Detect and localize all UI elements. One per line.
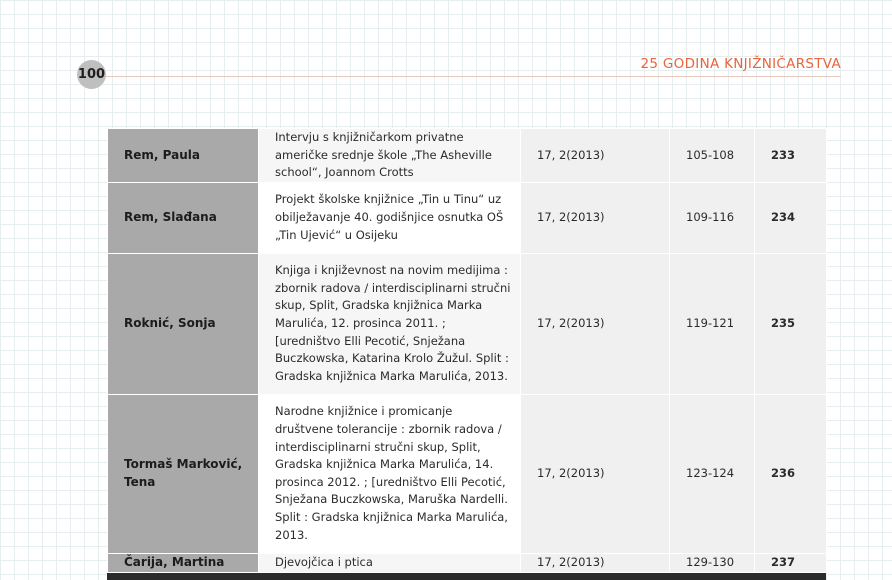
title-cell: Knjiga i književnost na novim medijima : zbornik radova / interdisciplinarni stručni skup, Split, Gradska knjižnica Marka Marulića, 12. prosinca 2011. ; [uredništvo Elli Pecotić, Snježana Buczkowska, Katarina Krolo Žužul. Split : Gradska knjižnica Marka Marulića, 2013.: [259, 253, 521, 394]
page-number-badge: 100: [77, 60, 106, 89]
entry-number-cell: 236: [755, 394, 827, 553]
pages-cell: 123-124: [670, 394, 755, 553]
issue-cell: 17, 2(2013): [521, 553, 670, 572]
issue-cell: 17, 2(2013): [521, 182, 670, 253]
author-cell: Čarija, Martina: [108, 553, 259, 572]
title-cell: Narodne knjižnice i promicanje društvene tolerancije : zbornik radova / interdisciplinarni stručni skup, Split, Gradska knjižnica Marka Marulića, 14. prosinca 2012. ; [uredništvo Elli Pecotić, Snježana Buczkowska, Maruška Nardelli. Split : Gradska knjižnica Marka Marulića, 2013.: [259, 394, 521, 553]
entry-number-cell: 235: [755, 253, 827, 394]
entry-number-cell: 234: [755, 182, 827, 253]
entry-number-cell: 237: [755, 553, 827, 572]
running-title: 25 GODINA KNJIŽNIČARSTVA: [640, 56, 841, 72]
bottom-bar: [107, 573, 826, 580]
pages-cell: 119-121: [670, 253, 755, 394]
title-cell: Intervju s knjižničarkom privatne američke srednje škole „The Asheville school“, Joannom Crotts: [259, 129, 521, 183]
pages-cell: 105-108: [670, 129, 755, 183]
pages-cell: 129-130: [670, 553, 755, 572]
author-cell: Roknić, Sonja: [108, 253, 259, 394]
bibliography-table: [107, 128, 827, 573]
header-rule: [106, 76, 841, 77]
author-cell: Rem, Paula: [108, 129, 259, 183]
title-cell: Projekt školske knjižnice „Tin u Tinu“ uz obilježavanje 40. godišnjice osnutka OŠ „Tin Ujević“ u Osijeku: [259, 182, 521, 253]
title-cell: Djevojčica i ptica: [259, 553, 521, 572]
author-cell: Tormaš Marković, Tena: [108, 394, 259, 553]
issue-cell: 17, 2(2013): [521, 394, 670, 553]
table-row: [108, 129, 827, 183]
entry-number-cell: 233: [755, 129, 827, 183]
table-row: [108, 253, 827, 394]
table-row: [108, 394, 827, 553]
issue-cell: 17, 2(2013): [521, 129, 670, 183]
issue-cell: 17, 2(2013): [521, 253, 670, 394]
author-cell: Rem, Slađana: [108, 182, 259, 253]
table-row: [108, 182, 827, 253]
table-row: [108, 553, 827, 572]
pages-cell: 109-116: [670, 182, 755, 253]
